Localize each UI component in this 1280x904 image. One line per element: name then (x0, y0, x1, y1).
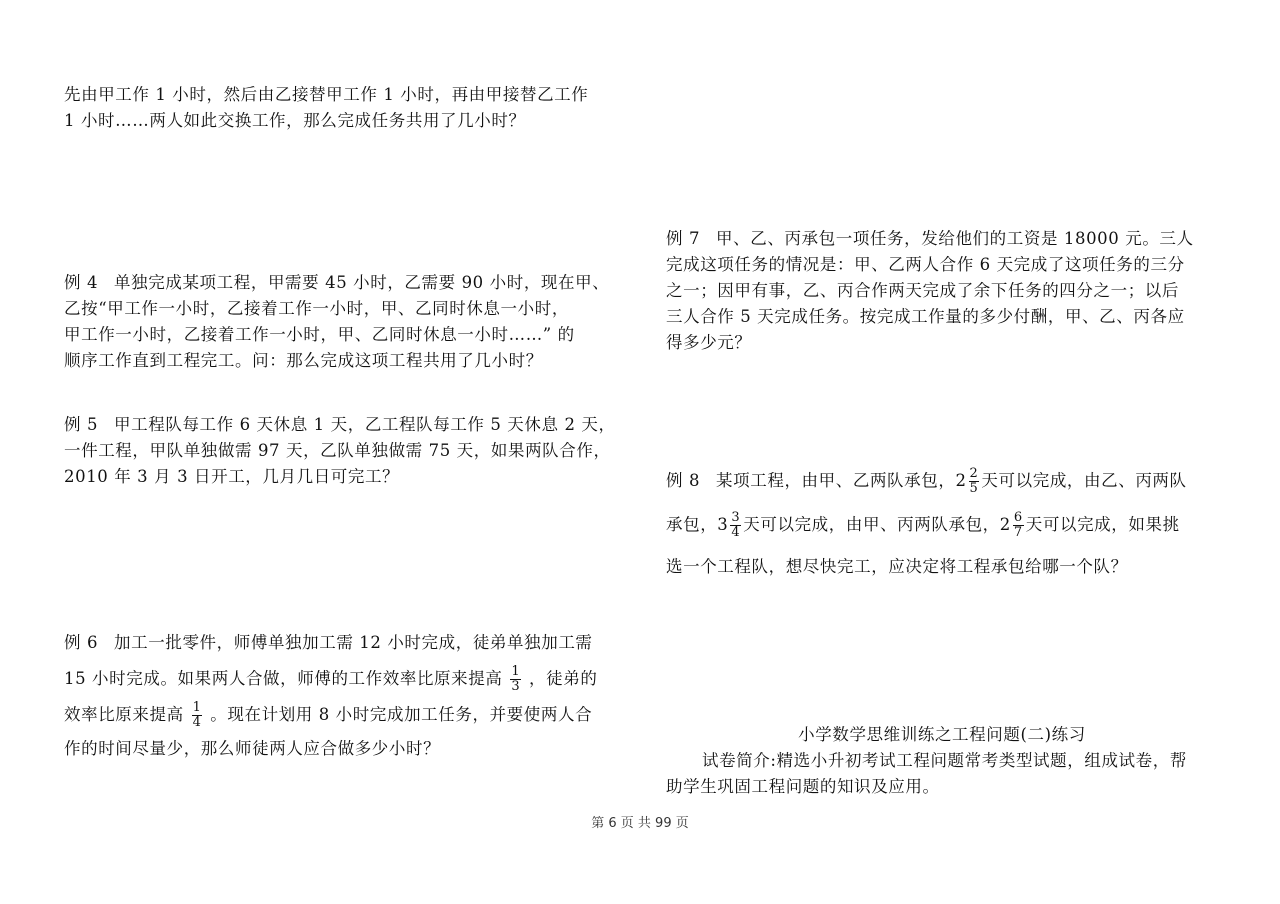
text-line: ，徒弟的 (529, 669, 598, 688)
fraction-denominator: 4 (731, 525, 741, 540)
fraction (510, 665, 521, 694)
fraction (192, 701, 203, 730)
text-line: 乙按“甲工作一小时，乙接着工作一小时，甲、乙同时休息一小时， (64, 299, 569, 318)
text-line: 承包，3 (666, 515, 729, 534)
text-line: 选一个工程队，想尽快完工，应决定将工程承包给哪一个队？ (666, 557, 1128, 576)
example-label: 例 6 (64, 633, 99, 652)
text-line: 加工一批零件，师傅单独加工需 12 小时完成，徒弟单独加工需 (114, 633, 593, 652)
text-line: 天可以完成，如果挑 (1025, 515, 1180, 534)
page-footer: 第 6 页 共 99 页 (591, 816, 689, 831)
test-summary (666, 722, 1218, 800)
summary-line: 助学生巩固工程问题的知识及应用。 (666, 777, 940, 796)
text-line: 顺序工作直到工程完工。问：那么完成这项工程共用了几小时？ (64, 351, 543, 370)
fraction-denominator: 7 (1013, 525, 1023, 540)
example-5 (64, 412, 616, 490)
fraction (730, 511, 741, 540)
text-line: 一件工程，甲队单独做需 97 天，乙队单独做需 75 天，如果两队合作， (64, 441, 611, 460)
text-line: 得多少元？ (666, 333, 752, 352)
example-8 (666, 466, 1187, 582)
fraction-denominator: 5 (969, 481, 979, 496)
fraction (1013, 511, 1024, 540)
text-line: 2010 年 3 月 3 日开工，几月几日可完工？ (64, 467, 400, 486)
example-label: 例 4 (64, 273, 99, 292)
text-line: 15 小时完成。如果两人合做，师傅的工作效率比原来提高 (64, 669, 503, 688)
example-label: 例 8 (666, 471, 701, 490)
text-line: 效率比原来提高 (64, 705, 184, 724)
text-line: 甲工作一小时，乙接着工作一小时，甲、乙同时休息一小时……” 的 (64, 325, 575, 344)
summary-title: 小学数学思维训练之工程问题(二)练习 (798, 725, 1086, 744)
fraction-numerator: 1 (192, 700, 202, 715)
example-6 (64, 628, 597, 764)
text-line: 。现在计划用 8 小时完成加工任务，并要使两人合 (210, 705, 593, 724)
fraction (969, 467, 980, 496)
fraction-denominator: 4 (192, 715, 202, 730)
text-line: 完成这项任务的情况是：甲、乙两人合作 6 天完成了这项任务的三分 (666, 255, 1185, 274)
text-line: 甲工程队每工作 6 天休息 1 天，乙工程队每工作 5 天休息 2 天， (114, 415, 616, 434)
text-line: 1 小时……两人如此交换工作，那么完成任务共用了几小时？ (64, 111, 526, 130)
text-line: 之一；因甲有事，乙、丙合作两天完成了余下任务的四分之一；以后 (666, 281, 1179, 300)
text-line: 天可以完成，由乙、丙两队 (981, 471, 1187, 490)
example-label: 例 7 (666, 229, 701, 248)
fraction-denominator: 3 (511, 679, 521, 694)
intro-paragraph (64, 82, 588, 134)
fraction-numerator: 1 (511, 664, 521, 679)
text-line: 先由甲工作 1 小时，然后由乙接替甲工作 1 小时，再由甲接替乙工作 (64, 85, 589, 104)
example-7 (666, 226, 1194, 356)
fraction-numerator: 2 (969, 466, 979, 481)
text-line: 某项工程，由甲、乙两队承包，2 (716, 471, 967, 490)
summary-line: 试卷简介:精选小升初考试工程问题常考类型试题，组成试卷，帮 (702, 751, 1187, 770)
text-line: 甲、乙、丙承包一项任务，发给他们的工资是 18000 元。三人 (716, 229, 1194, 248)
fraction-numerator: 6 (1013, 510, 1023, 525)
text-line: 天可以完成，由甲、丙两队承包，2 (743, 515, 1011, 534)
fraction-numerator: 3 (731, 510, 741, 525)
text-line: 作的时间尽量少，那么师徒两人应合做多少小时？ (64, 739, 441, 758)
text-line: 三人合作 5 天完成任务。按完成工作量的多少付酬，甲、乙、丙各应 (666, 307, 1185, 326)
text-line: 单独完成某项工程，甲需要 45 小时，乙需要 90 小时，现在甲、 (114, 273, 610, 292)
example-label: 例 5 (64, 415, 99, 434)
example-4 (64, 270, 609, 374)
